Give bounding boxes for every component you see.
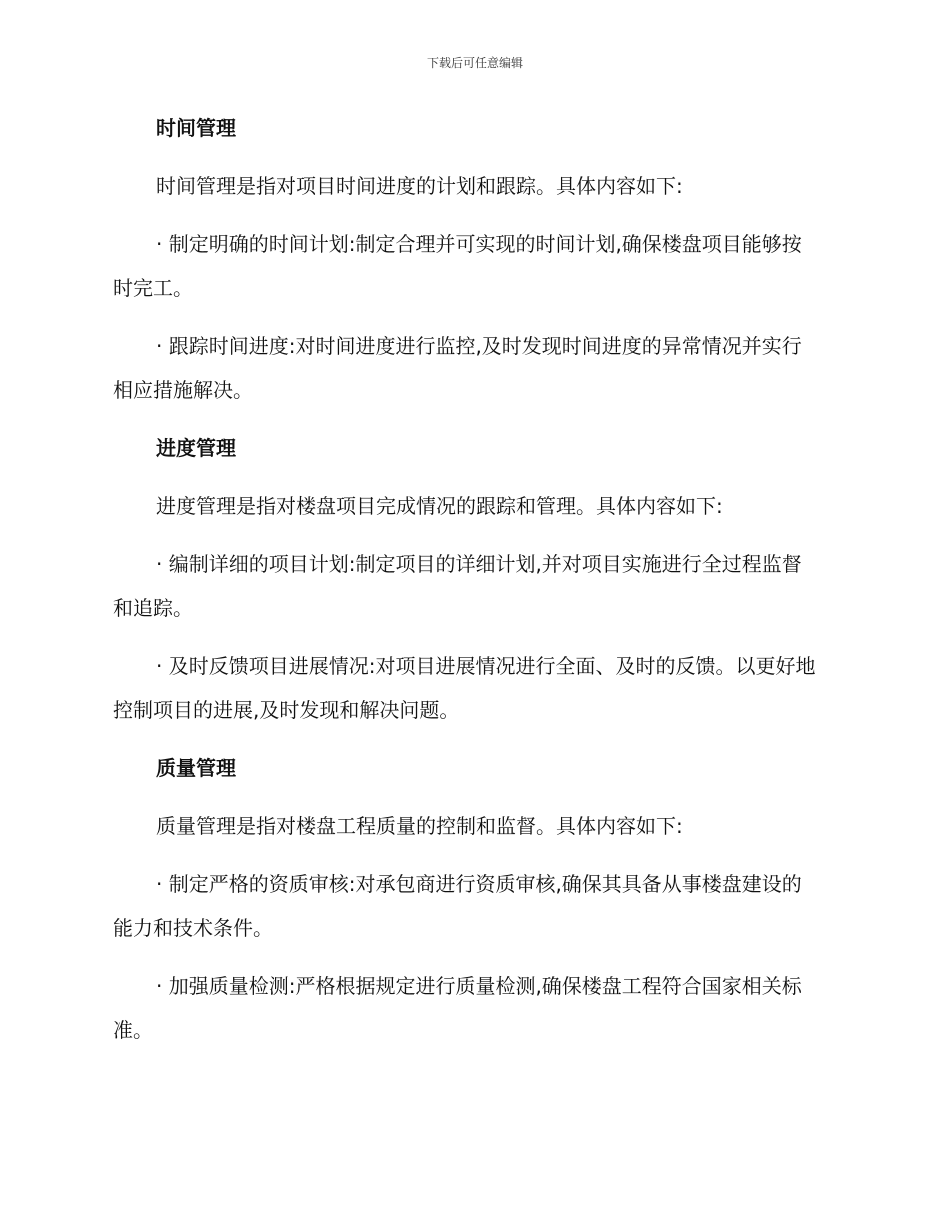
section-heading: 质量管理 <box>156 756 236 780</box>
section-intro: 进度管理是指对楼盘项目完成情况的跟踪和管理。具体内容如下: <box>156 494 723 518</box>
bullet-paragraph: · 加强质量检测:严格根据规定进行质量检测,确保楼盘工程符合国家相关标准。 <box>113 974 802 1042</box>
section-intro: 时间管理是指对项目时间进度的计划和跟踪。具体内容如下: <box>156 174 683 198</box>
section-quality-management <box>113 746 821 1052</box>
bullet-paragraph: · 编制详细的项目计划:制定项目的详细计划,并对项目实施进行全过程监督和追踪。 <box>113 552 802 620</box>
bullet-paragraph: · 制定严格的资质审核:对承包商进行资质审核,确保其具备从事楼盘建设的能力和技术条件。 <box>113 872 802 940</box>
bullet-paragraph: · 跟踪时间进度:对时间进度进行监控,及时发现时间进度的异常情况并实行相应措施解决。 <box>113 334 802 402</box>
bullet-paragraph: · 及时反馈项目进展情况:对项目进展情况进行全面、及时的反馈。以更好地控制项目的进展,及时发现和解决问题。 <box>113 654 816 722</box>
section-time-management <box>113 106 821 412</box>
header-note: 下载后可任意编辑 <box>426 56 523 70</box>
section-heading: 时间管理 <box>156 116 236 140</box>
section-progress-management <box>113 426 821 732</box>
section-heading: 进度管理 <box>156 436 236 460</box>
document-body <box>113 106 821 1066</box>
section-intro: 质量管理是指对楼盘工程质量的控制和监督。具体内容如下: <box>156 814 683 838</box>
bullet-paragraph: · 制定明确的时间计划:制定合理并可实现的时间计划,确保楼盘项目能够按时完工。 <box>113 232 802 300</box>
